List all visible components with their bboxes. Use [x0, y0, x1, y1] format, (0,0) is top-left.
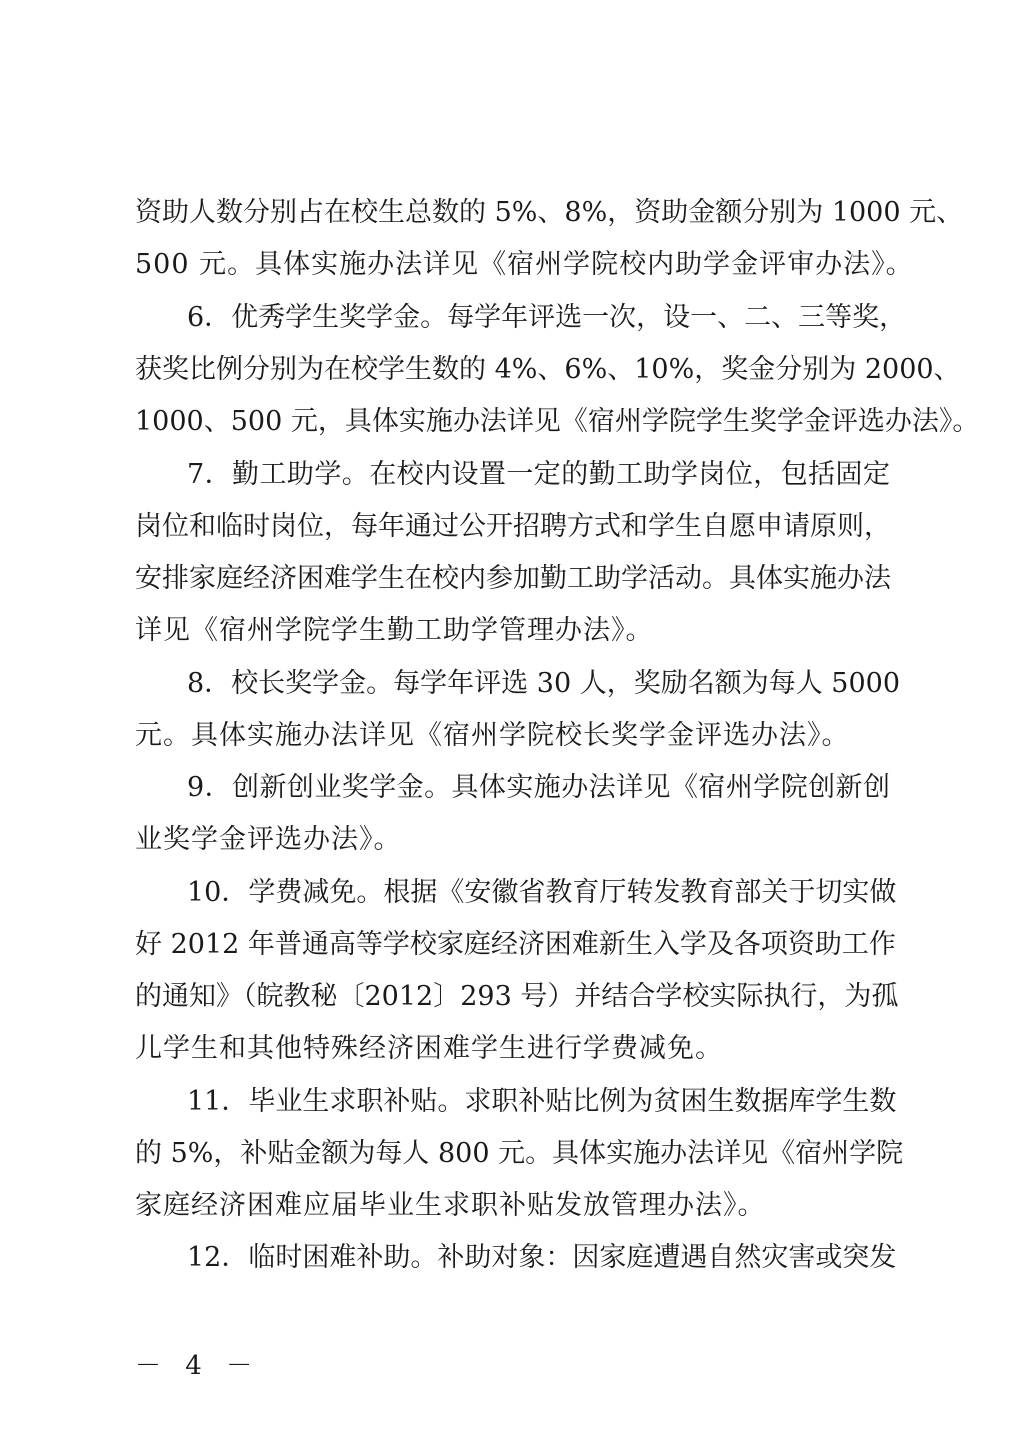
text-line: 业奖学金评选办法》。 [135, 824, 402, 855]
page-number: － 4 － [135, 1351, 261, 1381]
text-line: 儿学生和其他特殊经济困难学生进行学费减免。 [135, 1033, 723, 1064]
text-line: 安排家庭经济困难学生在校内参加勤工助学活动。具体实施办法 [135, 563, 891, 594]
text-line: 的通知》（皖教秘〔2012〕293 号）并结合学校实际执行，为孤 [135, 981, 899, 1012]
text-line: 岗位和临时岗位，每年通过公开招聘方式和学生自愿申请原则， [135, 511, 891, 542]
text-line: 12．临时困难补助。补助对象：因家庭遭遇自然灾害或突发 [187, 1242, 897, 1273]
text-line: 获奖比例分别为在校学生数的 4%、6%、10%，奖金分别为 2000、 [135, 354, 961, 385]
text-line: 元。具体实施办法详见《宿州学院校长奖学金评选办法》。 [135, 720, 850, 751]
text-line: 好 2012 年普通高等学校家庭经济困难新生入学及各项资助工作 [135, 929, 896, 960]
text-line: 6．优秀学生奖学金。每学年评选一次，设一、二、三等奖， [187, 302, 907, 333]
text-line: 8．校长奖学金。每学年评选 30 人，奖励名额为每人 5000 [187, 668, 900, 699]
text-line: 详见《宿州学院学生勤工助学管理办法》。 [135, 615, 654, 646]
text-line: 9．创新创业奖学金。具体实施办法详见《宿州学院创新创 [187, 772, 890, 803]
text-line: 7．勤工助学。在校内设置一定的勤工助学岗位，包括固定 [187, 459, 890, 490]
text-line: 11．毕业生求职补贴。求职补贴比例为贫困生数据库学生数 [187, 1086, 897, 1117]
text-line: 资助人数分别占在校生总数的 5%、8%，资助金额分别为 1000 元、 [135, 197, 964, 228]
text-line: 的 5%，补贴金额为每人 800 元。具体实施办法详见《宿州学院 [135, 1138, 904, 1169]
text-line: 10．学费减免。根据《安徽省教育厅转发教育部关于切实做 [187, 877, 897, 908]
text-line: 家庭经济困难应届毕业生求职补贴发放管理办法》。 [135, 1190, 766, 1221]
text-line: 1000、500 元，具体实施办法详见《宿州学院学生奖学金评选办法》。 [135, 406, 980, 437]
text-line: 500 元。具体实施办法详见《宿州学院校内助学金评审办法》。 [135, 249, 914, 280]
